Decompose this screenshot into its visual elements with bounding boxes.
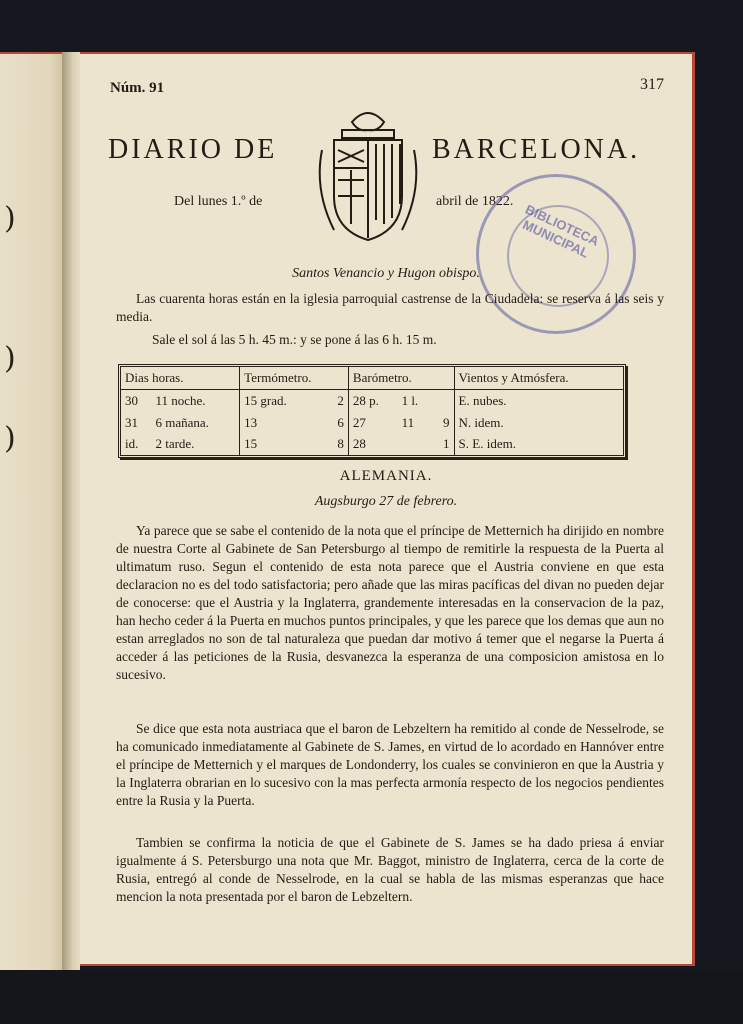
cell: 31 [125,414,138,430]
saints-of-day: Santos Venancio y Hugon obispo. [292,266,480,281]
col-thermometer: Termómetro. [240,367,349,390]
newspaper-page [80,52,695,966]
section-title: ALEMANIA. [339,468,433,484]
cell: 6 mañana. [151,412,239,434]
article-paragraph-3: Tambien se confirma la noticia de que el Gabinete de S. James se ha dado priesa á enviar igualmente á S. Petersburgo una nota que Mr. Baggot, ministro de Inglaterra, cerca de la corte de Rusia, entregó al conde de Nesselrode, en la cual se habla de las mismas esperanzas que hace mencion la nota presentada por el baron de Lebzeltern. [116,835,664,904]
cell: N. idem. [458,414,504,430]
weather-table [118,364,626,458]
page-number: 317 [640,76,664,93]
cell [398,433,433,455]
col-winds: Vientos y Atmósfera. [454,367,623,390]
cell: 1 [433,433,454,455]
coat-of-arms-icon [312,100,424,252]
sun-times: Sale el sol á las 5 h. 45 m.: y se pone á las 6 h. 15 m. [152,332,437,347]
cell: E. nubes. [458,392,507,408]
cell: 1 l. [401,392,419,408]
date-right: abril de 1822. [436,194,514,209]
book-gutter [62,52,80,970]
cell: 13 [244,414,258,430]
cell: 11 noche. [151,390,239,412]
cell: S. E. idem. [458,436,516,452]
cell: 8 [324,433,349,455]
stamp-text: BIBLIOTECA MUNICIPAL [520,201,602,261]
forty-hours-notice: Las cuarenta horas están en la iglesia parroquial castrense de la Ciudadela: se reserva á las seis y media. [116,291,664,324]
facing-page-mark: ) [4,341,16,376]
date-left: Del lunes 1.º de [174,194,263,209]
facing-page-mark: ) [4,201,16,236]
table-row [121,433,623,455]
facing-page [0,52,70,974]
issue-number: Núm. 91 [110,80,165,96]
cell: 30 [125,392,138,408]
table-row [121,390,623,412]
article-paragraph-1: Ya parece que se sabe el contenido de la nota que el príncipe de Metternich ha dirijido en nombre de nuestra Corte al Gabinete de San Petersburgo al tiempo de remitirle la respuesta de la Puerta al ultimatum ruso. Segun el contenido de esta nota parece que el Austria conviene en que esta declaracion no es del todo satisfactoria; pero añade que las miras pacíficas del divan no pueden dejar de conocerse: que el Austria y la Inglaterra, grandemente interesadas en la conservacion de la paz, han hecho ceder á la Puerta en muchos puntos principales, y que les parece que los demas que aun no estan arreglados no son de tal naturaleza que puedan dar motivo á temer que el negarse la Puerta á acceder á las peticiones de la Rusia, desvanezca la esperanza de una composicion amistosa en lo sucesivo. [116,523,664,682]
masthead-right: BARCELONA. [432,134,641,165]
col-days-hours: Dias horas. [121,367,240,390]
dateline: Augsburgo 27 de febrero. [314,494,458,509]
table-row [121,412,623,434]
cell: id. [125,436,139,452]
cell: 2 [324,390,349,412]
article-paragraph-2: Se dice que esta nota austriaca que el baron de Lebzeltern ha remitido al conde de Nesselrode, se ha comunicado inmediatamente al Gabinete de S. James, en virtud de lo acordado en Hannóver entre el príncipe de Metternich y el marques de Londonderry, los cuales se convinieron en que la Austria y la Inglaterra obrarian en lo sucesivo con la mas perfecta armonía respecto de los negocios pendientes entre la Rusia y la Puerta. [116,721,664,808]
facing-page-mark: ) [4,421,16,456]
cell: 11 [401,414,415,430]
masthead-left: DIARIO DE [108,134,278,165]
cell: 2 tarde. [151,433,239,455]
cell: 15 grad. [244,392,287,408]
cell [433,390,454,412]
cell: 15 [244,436,258,452]
cell: 28 [352,436,366,452]
cell: 6 [324,412,349,434]
col-barometer: Barómetro. [348,367,454,390]
cell: 27 [352,414,366,430]
cell: 28 p. [352,392,379,408]
cell: 9 [433,412,454,434]
scan-background [0,970,743,1024]
